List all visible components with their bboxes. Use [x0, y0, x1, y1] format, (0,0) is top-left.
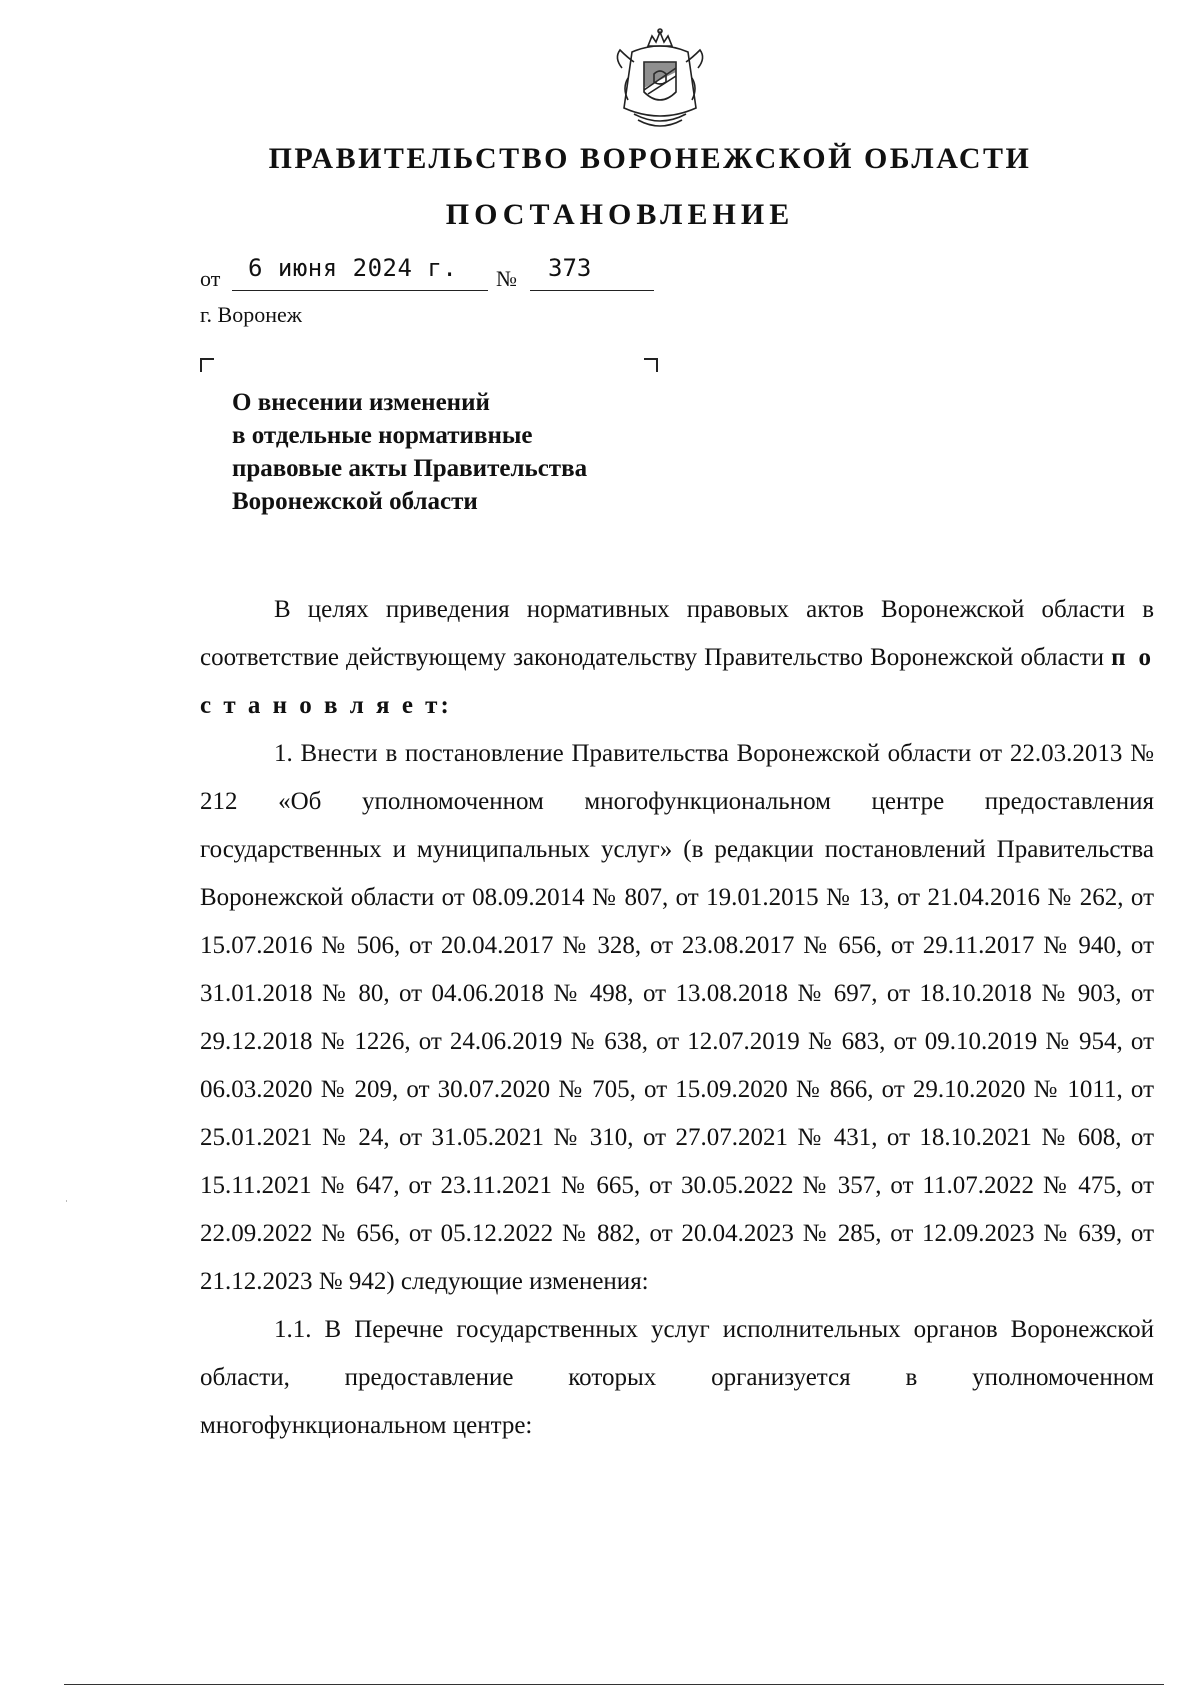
- subject-line: Воронежской области: [232, 488, 478, 515]
- page-bottom-edge: [64, 1684, 1164, 1685]
- subject-bracket-right: [644, 358, 658, 372]
- subject-line: в отдельные нормативные: [232, 422, 533, 449]
- number-prefix: №: [496, 266, 517, 291]
- date-underline: [232, 290, 488, 291]
- clause-paragraph: 1. Внести в постановление Правительства Воронежской области от 22.03.2013 № 212 «Об уполномоченном многофункциональном центре предоставления государственных и муниципальных услуг» (в редакции постановлений Правительства Воронежской области от 08.09.2014 № 807, от 19.01.2015 № 13, от 21.04.2016 № 262, от 15.07.2016 № 506, от 20.04.2017 № 328, от 23.08.2017 № 656, от 29.11.2017 № 940, от 31.01.2018 № 80, от 04.06.2018 № 498, от 13.08.2018 № 697, от 18.10.2018 № 903, от 29.12.2018 № 1226, от 24.06.2019 № 638, от 12.07.2019 № 683, от 09.10.2019 № 954, от 06.03.2020 № 209, от 30.07.2020 № 705, от 15.09.2020 № 866, от 29.10.2020 № 1011, от 25.01.2021 № 24, от 31.05.2021 № 310, от 27.07.2021 № 431, от 18.10.2021 № 608, от 15.11.2021 № 647, от 23.11.2021 № 665, от 30.05.2022 № 357, от 11.07.2022 № 475, от 22.09.2022 № 656, от 05.12.2022 № 882, от 20.04.2023 № 285, от 12.09.2023 № 639, от 21.12.2023 № 942) следующие изменения:: [200, 740, 1154, 1295]
- preamble-paragraph: [200, 586, 1154, 730]
- issue-city: г. Воронеж: [200, 302, 302, 327]
- government-title: ПРАВИТЕЛЬСТВО ВОРОНЕЖСКОЙ ОБЛАСТИ: [268, 142, 1032, 175]
- document-type-title: ПОСТАНОВЛЕНИЕ: [445, 198, 795, 231]
- subject-line: правовые акты Правительства: [232, 455, 588, 482]
- preamble-text: В целях приведения нормативных правовых актов Воронежской области в соответствие действующему законодательству Правительство Воронежской области: [200, 596, 1154, 671]
- subject-heading: [232, 386, 672, 518]
- document-body: [200, 586, 1154, 1450]
- coat-of-arms-icon: [612, 28, 708, 132]
- number-underline: [530, 290, 654, 291]
- scan-artifact: [66, 1200, 67, 1202]
- document-date: 6 июня 2024 г.: [248, 254, 458, 282]
- subject-line: О внесении изменений: [232, 389, 490, 416]
- decree-word: п о с т а н о в л я е т:: [200, 644, 1155, 719]
- document-number: 373: [548, 254, 592, 282]
- date-prefix: от: [200, 266, 221, 291]
- subject-bracket-left: [200, 358, 214, 372]
- date-number-line: [200, 254, 680, 294]
- clause-paragraph: 1.1. В Перечне государственных услуг исполнительных органов Воронежской области, предоставление которых организуется в уполномоченном многофункциональном центре:: [200, 1316, 1154, 1439]
